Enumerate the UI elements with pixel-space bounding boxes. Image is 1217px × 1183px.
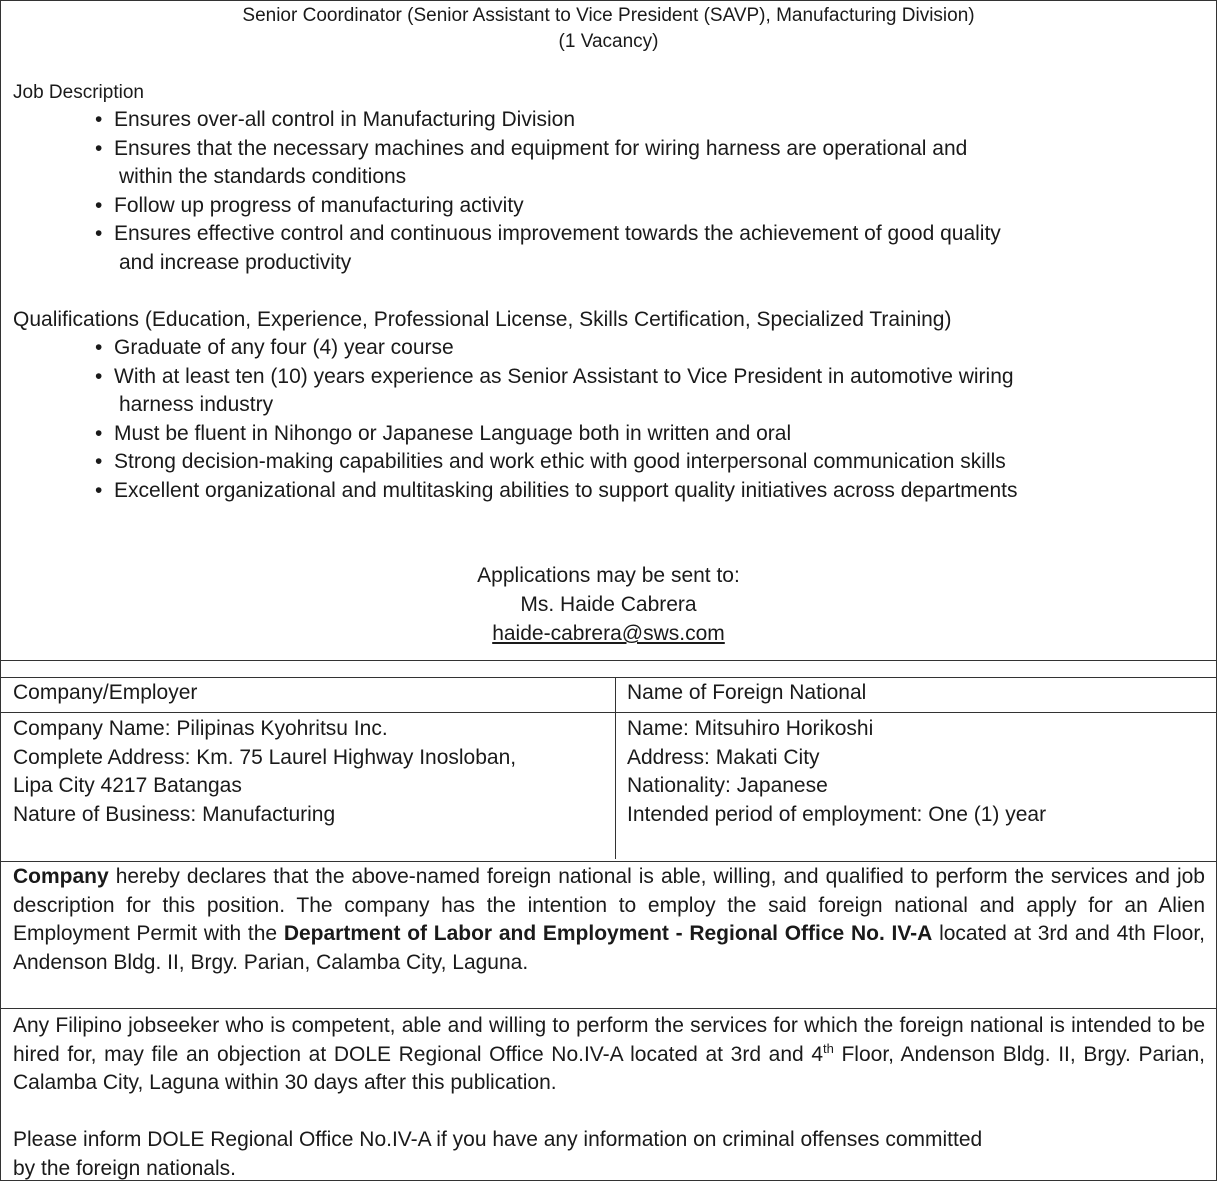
inform-line2: by the foreign nationals.: [13, 1156, 236, 1180]
item-line1: Ensures that the necessary machines and equipment for wiring harness are operational and: [114, 136, 968, 160]
list-item: [95, 477, 1195, 506]
employer-details: [13, 715, 516, 829]
company-declaration: [13, 863, 1205, 978]
table-header-divider: [1, 712, 1216, 713]
foreign-nationality: Nationality: Japanese: [627, 774, 828, 797]
item-line1: Follow up progress of manufacturing activity: [114, 193, 524, 217]
item-line1: Ensures over-all control in Manufacturing Division: [114, 108, 576, 131]
employer-table: [1, 677, 1216, 862]
declaration-text: hereby declares that the above-named foreign national is able, willing, and qualified to perform the services and job description for this position. The company has the intention to employ the said foreign national and apply for an Alien Employment Permit with the: [13, 865, 1205, 946]
item-line1: Ensures effective control and continuous improvement towards the achievement of good quality: [114, 222, 1001, 245]
list-item: [95, 363, 1195, 420]
qualifications-list: [95, 334, 1195, 505]
employer-header: Company/Employer: [13, 681, 198, 704]
item-line1: Strong decision-making capabilities and work ethic with good interpersonal communication skills: [114, 450, 1006, 473]
applications-block: [1, 561, 1216, 648]
inform-notice: [13, 1126, 1205, 1183]
objection-superscript: th: [823, 1040, 834, 1056]
company-name: Company Name: Pilipinas Kyohritsu Inc.: [13, 717, 388, 740]
vacancy-count: (1 Vacancy): [558, 31, 659, 52]
item-line2: within the standards conditions: [119, 165, 407, 188]
business-nature: Nature of Business: Manufacturing: [13, 802, 336, 826]
list-item: [95, 334, 1195, 363]
position-title-line1: Senior Coordinator (Senior Assistant to Vice President (SAVP), Manufacturing Division): [242, 5, 975, 26]
foreign-national-details: [627, 715, 1046, 829]
item-line1: With at least ten (10) years experience as Senior Assistant to Vice President in automotive wiring: [114, 364, 1014, 388]
item-line1: Excellent organizational and multitasking abilities to support quality initiatives across departments: [114, 478, 1018, 502]
foreign-name: Name: Mitsuhiro Horikoshi: [627, 717, 874, 740]
objection-notice: [13, 1012, 1205, 1098]
declaration-dole-office: Department of Labor and Employment - Regional Office No. IV-A: [283, 922, 933, 946]
list-item: [95, 106, 1195, 135]
list-item: [95, 220, 1195, 277]
item-line2: and increase productivity: [119, 250, 352, 274]
declaration-company: Company: [13, 865, 109, 888]
contact-email-link[interactable]: haide-cabrera@sws.com: [492, 622, 725, 645]
objection-text: Any Filipino jobseeker who is competent, able and willing to perform the services for which the foreign national is intended to be hired for, may file an objection at DOLE Regional Office No.IV-A located at 3rd and 4: [13, 1014, 1205, 1066]
list-item: [95, 448, 1195, 477]
foreign-national-header: Name of Foreign National: [627, 681, 867, 704]
declaration-location: located at 3rd and 4th Floor, Andenson Bldg. II, Brgy. Parian, Calamba City, Laguna.: [13, 922, 1206, 975]
inform-line1: Please inform DOLE Regional Office No.IV-A if you have any information on criminal offenses committed: [13, 1128, 983, 1151]
section-divider: [1, 1008, 1216, 1009]
list-item: [95, 135, 1195, 192]
table-column-divider: [615, 678, 616, 859]
position-title: [1, 3, 1216, 55]
job-description-list: [95, 106, 1195, 277]
item-line1: Must be fluent in Nihongo or Japanese Language both in written and oral: [114, 421, 792, 445]
item-line1: Graduate of any four (4) year course: [114, 336, 454, 359]
foreign-address: Address: Makati City: [627, 745, 820, 769]
objection-text-cont: Floor, Andenson Bldg. II, Brgy. Parian, Calamba City, Laguna within 30 days after this publication.: [13, 1042, 1205, 1095]
employment-period: Intended period of employment: One (1) year: [627, 802, 1047, 826]
contact-name: Ms. Haide Cabrera: [520, 593, 697, 616]
position-section: [1, 1, 1216, 661]
list-item: [95, 420, 1195, 449]
applications-intro: Applications may be sent to:: [477, 564, 740, 587]
qualifications-heading: Qualifications (Education, Experience, Professional License, Skills Certification, Specialized Training): [13, 308, 952, 331]
job-description-heading: Job Description: [13, 82, 144, 103]
company-address: Complete Address: Km. 75 Laurel Highway Inosloban,: [13, 745, 517, 769]
company-address-cont: Lipa City 4217 Batangas: [13, 774, 242, 797]
item-line2: harness industry: [119, 393, 274, 416]
list-item: [95, 192, 1195, 221]
